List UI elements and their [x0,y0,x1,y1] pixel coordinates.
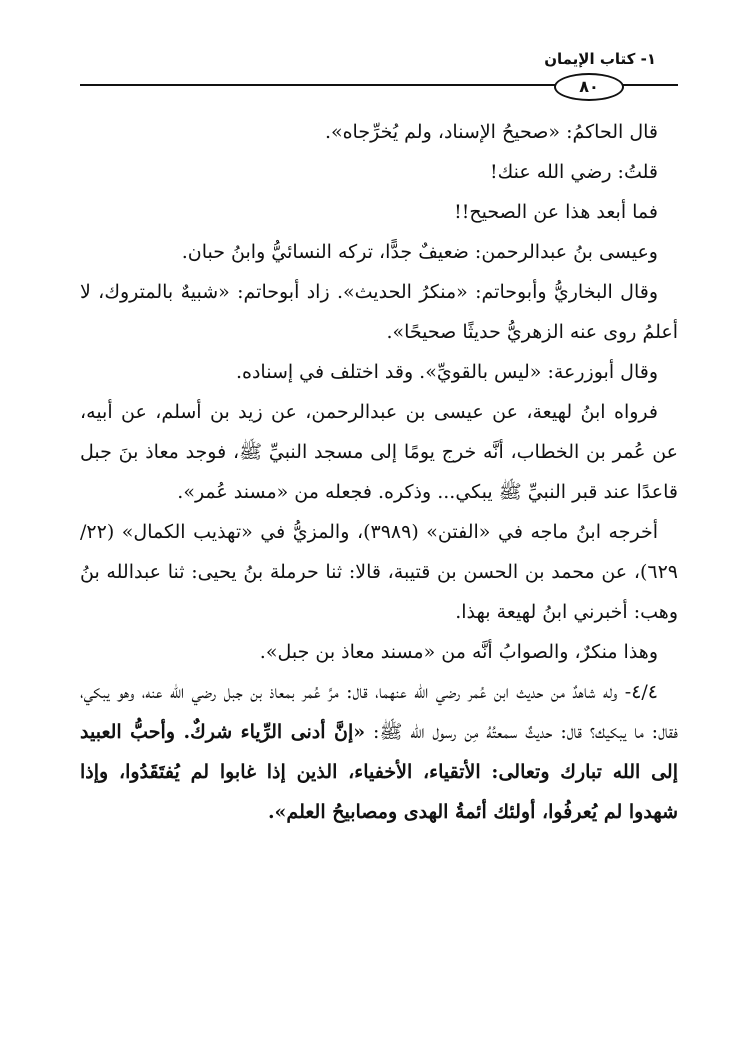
paragraph-4: وعيسى بنُ عبدالرحمن: ضعيفٌ جدًّا، تركه النسائيُّ وابنُ حبان. [181,241,658,263]
paragraph-6: وقال أبوزرعة: «ليس بالقويِّ». وقد اختلف في إسناده. [235,361,658,383]
paragraph-5: وقال البخاريُّ وأبوحاتم: «منكرُ الحديث». زاد أبوحاتم: «شبيهٌ بالمتروك، لا أعلمُ روى عنه الزهريُّ حديثًا صحيحًا». [80,281,678,343]
paragraph-7: فرواه ابنُ لهيعة، عن عيسى بن عبدالرحمن، عن زيد بن أسلم، عن أبيه، عن عُمر بن الخطاب، أنَّه خرج يومًا إلى مسجد النبيِّ ﷺ، فوجد معاذ بنَ جبل قاعدًا عند قبر النبيِّ ﷺ يبكي... وذكره. فجعله من «مسند عُمر». [80,401,678,503]
paragraph-10 [80,672,678,832]
paragraph-2: قلتُ: رضي الله عنك! [490,161,658,183]
paragraph-10-text: ٤/٤- وله شاهدٌ من حديث ابن عُمر رضي الله عنهما، قال: مرَّ عُمر بمعاذ بن جبل رضي الله عنه، وهو يبكي، فقال: ما يبكيك؟ قال: حديثٌ سمعتُهُ مِن رسول الله ﷺ: [80,681,678,743]
body-text [80,112,678,832]
page-number: ٨٠ [554,73,624,101]
paragraph-1: قال الحاكمُ: «صحيحُ الإسناد، ولم يُخرِّجاه». [324,121,658,143]
paragraph-8: أخرجه ابنُ ماجه في «الفتن» (٣٩٨٩)، والمزيُّ في «تهذيب الكمال» (٢٢/ ٦٢٩)، عن محمد بن الحسن بن قتيبة، قالا: ثنا حرملة بنُ يحيى: ثنا عبدالله بنُ وهب: أخبرني ابنُ لهيعة بهذا. [80,521,678,623]
hadith-quote: «إنَّ أدنى الرِّياء شركٌ. وأحبُّ العبيد إلى الله تبارك وتعالى: الأتقياء، الأخفياء، الذين إذا غابوا لم يُفتَقَدُوا، وإذا شهدوا لم يُعرفُوا، أولئك أئمةُ الهدى ومصابيحُ العلم». [80,721,678,823]
paragraph-3: فما أبعد هذا عن الصحيح!! [454,201,658,223]
running-title: ١- كتاب الإيمان [544,50,656,68]
paragraph-9: وهذا منكرٌ، والصوابُ أنَّه من «مسند معاذ بن جبل». [259,641,658,663]
